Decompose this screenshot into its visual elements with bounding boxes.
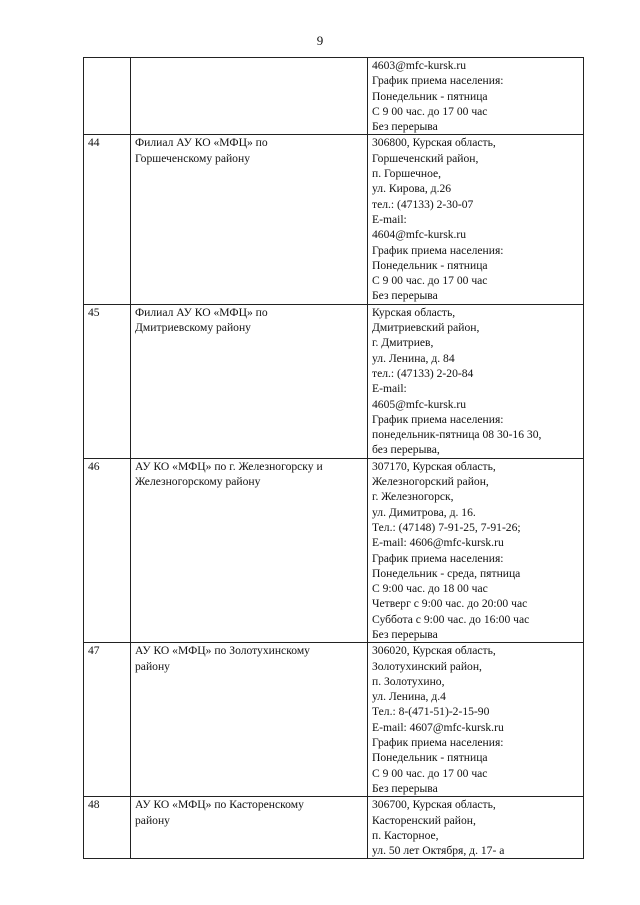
contact-line: п. Золотухино,: [372, 674, 445, 688]
contact-line: Касторенский район,: [372, 813, 476, 827]
table-row: [84, 58, 584, 135]
branch-name-line: Филиал АУ КО «МФЦ» по: [135, 305, 268, 319]
table-row: [84, 797, 584, 859]
table-row: [84, 458, 584, 643]
contact-line: График приема населения:: [372, 736, 504, 750]
contact-line: Без перерыва: [372, 627, 438, 641]
row-number: 48: [84, 797, 131, 859]
branch-contact-cell: [368, 58, 584, 135]
row-number: 45: [84, 304, 131, 458]
branch-contact-cell: [368, 304, 584, 458]
contact-line: тел.: (47133) 2-20-84: [372, 366, 474, 380]
contact-line: E-mail: 4607@mfc-kursk.ru: [372, 720, 504, 734]
contact-line: ул. Ленина, д. 84: [372, 351, 455, 365]
contact-line: Тел.: (47148) 7-91-25, 7-91-26;: [372, 520, 521, 534]
row-number: [84, 58, 131, 135]
branch-name-line: Железногорскому району: [135, 475, 261, 489]
contact-line: Понедельник - пятница: [372, 751, 488, 765]
branch-contact-cell: [368, 797, 584, 859]
table-row: [84, 643, 584, 797]
contact-line: ул. 50 лет Октября, д. 17- а: [372, 844, 505, 858]
contact-line: Дмитриевский район,: [372, 321, 480, 335]
branch-name-line: району: [135, 813, 170, 827]
branch-name-cell: [131, 643, 368, 797]
branch-name-line: району: [135, 659, 170, 673]
contact-line: С 9 00 час. до 17 00 час: [372, 766, 488, 780]
contact-line: С 9 00 час. до 17 00 час: [372, 274, 488, 288]
contact-line: График приема населения:: [372, 74, 504, 88]
contact-line: Понедельник - среда, пятница: [372, 566, 521, 580]
branch-name-line: Дмитриевскому району: [135, 321, 251, 335]
contact-line: Понедельник - пятница: [372, 258, 488, 272]
table-row: [84, 135, 584, 304]
contact-line: 4605@mfc-kursk.ru: [372, 397, 467, 411]
table-body: [84, 58, 584, 859]
page-number: 9: [316, 33, 324, 48]
contact-line: г. Железногорск,: [372, 490, 454, 504]
contact-line: без перерыва,: [372, 443, 440, 457]
contact-line: Золотухинский район,: [372, 659, 482, 673]
contact-line: 307170, Курская область,: [372, 459, 496, 473]
contact-line: E-mail: 4606@mfc-kursk.ru: [372, 536, 504, 550]
contact-line: п. Касторное,: [372, 828, 439, 842]
contact-line: ул. Димитрова, д. 16.: [372, 505, 476, 519]
mfc-branch-table: [83, 57, 584, 859]
contact-line: 306020, Курская область,: [372, 644, 496, 658]
contact-line: ул. Кирова, д.26: [372, 182, 452, 196]
contact-line: E-mail:: [372, 382, 407, 396]
branch-name-line: АУ КО «МФЦ» по Касторенскому: [135, 798, 304, 812]
contact-line: понедельник-пятница 08 30-16 30,: [372, 428, 542, 442]
contact-line: E-mail:: [372, 212, 407, 226]
contact-line: График приема населения:: [372, 243, 504, 257]
contact-line: Курская область,: [372, 305, 456, 319]
table-row: [84, 304, 584, 458]
contact-line: 306800, Курская область,: [372, 136, 496, 150]
contact-line: п. Горшечное,: [372, 167, 442, 181]
contact-line: тел.: (47133) 2-30-07: [372, 197, 474, 211]
row-number: 44: [84, 135, 131, 304]
branch-name-line: Горшеченскому району: [135, 151, 250, 165]
contact-line: С 9:00 час. до 18 00 час: [372, 582, 488, 596]
contact-line: 306700, Курская область,: [372, 798, 496, 812]
row-number: 46: [84, 458, 131, 643]
contact-line: Горшеченский район,: [372, 151, 479, 165]
contact-line: Без перерыва: [372, 781, 438, 795]
contact-line: Понедельник - пятница: [372, 89, 488, 103]
contact-line: Железногорский район,: [372, 475, 489, 489]
contact-line: г. Дмитриев,: [372, 336, 434, 350]
branch-name-cell: [131, 58, 368, 135]
contact-line: Без перерыва: [372, 289, 438, 303]
branch-contact-cell: [368, 458, 584, 643]
contact-line: График приема населения:: [372, 551, 504, 565]
contact-line: Суббота с 9:00 час. до 16:00 час: [372, 612, 530, 626]
branch-name-cell: [131, 458, 368, 643]
contact-line: С 9 00 час. до 17 00 час: [372, 104, 488, 118]
contact-line: 4603@mfc-kursk.ru: [372, 59, 467, 72]
contact-line: График приема населения:: [372, 412, 504, 426]
contact-line: ул. Ленина, д.4: [372, 690, 446, 704]
contact-line: 4604@mfc-kursk.ru: [372, 228, 467, 242]
branch-name-line: Филиал АУ КО «МФЦ» по: [135, 136, 268, 150]
branch-name-cell: [131, 135, 368, 304]
branch-contact-cell: [368, 643, 584, 797]
branch-name-cell: [131, 304, 368, 458]
branch-name-line: АУ КО «МФЦ» по Золотухинскому: [135, 644, 310, 658]
branch-name-line: АУ КО «МФЦ» по г. Железногорску и: [135, 459, 323, 473]
contact-line: Тел.: 8-(471-51)-2-15-90: [372, 705, 490, 719]
branch-contact-cell: [368, 135, 584, 304]
branch-name-cell: [131, 797, 368, 859]
contact-line: Четверг с 9:00 час. до 20:00 час: [372, 597, 528, 611]
row-number: 47: [84, 643, 131, 797]
contact-line: Без перерыва: [372, 120, 438, 134]
